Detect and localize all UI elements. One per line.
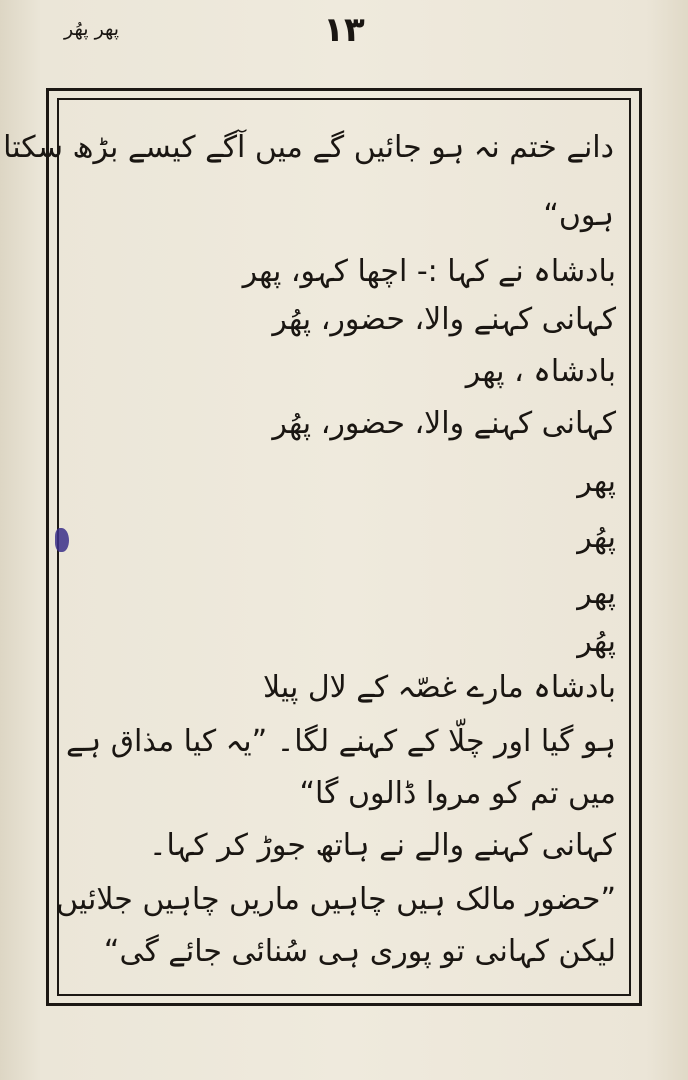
- page-number: ۱۳: [323, 10, 365, 50]
- text-line: لیکن کہانی تو پوری ہی سُنائی جائے گی“: [103, 934, 616, 969]
- text-line: بادشاہ مارے غصّہ کے لال پیلا: [262, 670, 616, 705]
- ink-stain: [55, 528, 69, 552]
- text-line: پھر: [577, 576, 616, 611]
- text-line: پھُر: [577, 520, 616, 555]
- text-line: کہانی کہنے والا، حضور، پھُر: [272, 406, 616, 441]
- text-line: ”حضور مالک ہیں چاہیں ماریں چاہیں جلائیں: [56, 882, 616, 917]
- text-line: بادشاہ نے کہا :- اچھا کہو، پھر: [242, 254, 616, 289]
- text-line: کہانی کہنے والے نے ہاتھ جوڑ کر کہا۔: [148, 828, 616, 863]
- text-line: کہانی کہنے والا، حضور، پھُر: [272, 302, 616, 337]
- text-line: بادشاہ ، پھر: [465, 354, 616, 389]
- running-head: پھر پھُر: [64, 18, 120, 40]
- text-line: ہو گیا اور چلّا کے کہنے لگا۔ ”یہ کیا مذاق ہے: [66, 724, 616, 759]
- text-line: ہوں“: [543, 198, 614, 233]
- text-line: پھر: [577, 464, 616, 499]
- text-line: دانے ختم نہ ہو جائیں گے میں آگے کیسے بڑھ سکتا: [3, 130, 614, 165]
- text-line: میں تم کو مروا ڈالوں گا“: [299, 776, 616, 811]
- text-line: پھُر: [577, 624, 616, 659]
